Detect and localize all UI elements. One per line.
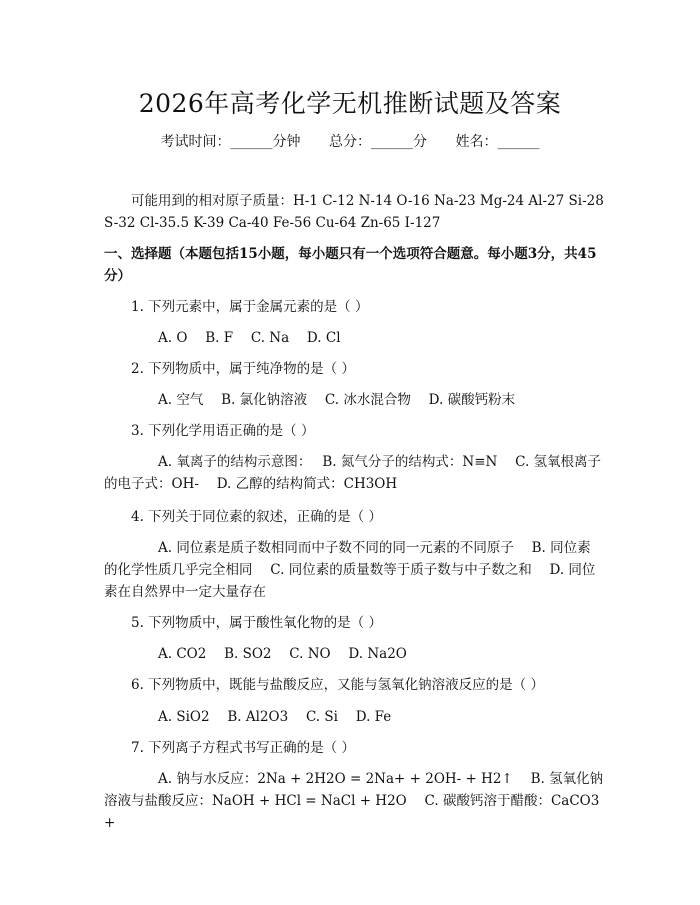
section-heading: 一、选择题（本题包括15小题，每小题只有一个选项符合题意。每小题3分，共45分）: [104, 246, 597, 284]
question-1-options: A. O B. F C. Na D. Cl: [158, 330, 341, 346]
question-6-options: A. SiO2 B. Al2O3 C. Si D. Fe: [158, 709, 392, 725]
question-7-stem: 7. 下列离子方程式书写正确的是（ ）: [131, 740, 355, 756]
question-4-stem: 4. 下列关于同位素的叙述，正确的是（ ）: [131, 509, 382, 525]
question-4-options: A. 同位素是质子数相同而中子数不同的同一元素的不同原子 B. 同位素的化学性质几乎完全相同 C. 同位素的质量数等于质子数与中子数之和 D. 同位素在自然界中一定大量存在: [104, 540, 596, 600]
exam-info: [0, 131, 700, 151]
atomic-mass-note: 可能用到的相对原子质量：H-1 C-12 N-14 O-16 Na-23 Mg-24 Al-27 Si-28 S-32 Cl-35.5 K-39 Ca-40 Fe-56 Cu-64 Zn-65 I-127: [104, 193, 604, 231]
question-3-options: A. 氧离子的结构示意图： B. 氮气分子的结构式：N≡N C. 氢氧根离子的电子式：OH- D. 乙醇的结构简式：CH3OH: [104, 454, 602, 492]
question-6-stem: 6. 下列物质中，既能与盐酸反应，又能与氢氧化钠溶液反应的是（ ）: [131, 677, 544, 693]
question-2-options: A. 空气 B. 氯化钠溶液 C. 冰水混合物 D. 碳酸钙粉末: [158, 392, 516, 408]
question-1-stem: 1. 下列元素中，属于金属元素的是（ ）: [131, 299, 369, 315]
question-2-stem: 2. 下列物质中，属于纯净物的是（ ）: [131, 361, 355, 377]
student-name: 姓名：______: [455, 134, 540, 150]
exam-time: 考试时间：______分钟: [160, 134, 301, 150]
page-title: 2026年高考化学无机推断试题及答案: [138, 89, 562, 118]
question-3-stem: 3. 下列化学用语正确的是（ ）: [131, 423, 315, 439]
question-5-stem: 5. 下列物质中，属于酸性氧化物的是（ ）: [131, 615, 382, 631]
question-5-options: A. CO2 B. SO2 C. NO D. Na2O: [158, 646, 407, 662]
exam-score: 总分：______分: [329, 134, 427, 150]
question-7-options: A. 钠与水反应：2Na + 2H2O = 2Na+ + 2OH- + H2↑ B. 氢氧化钠溶液与盐酸反应：NaOH + HCl = NaCl + H2O C. 碳酸钙溶于醋酸：CaCO3 +: [104, 771, 604, 831]
